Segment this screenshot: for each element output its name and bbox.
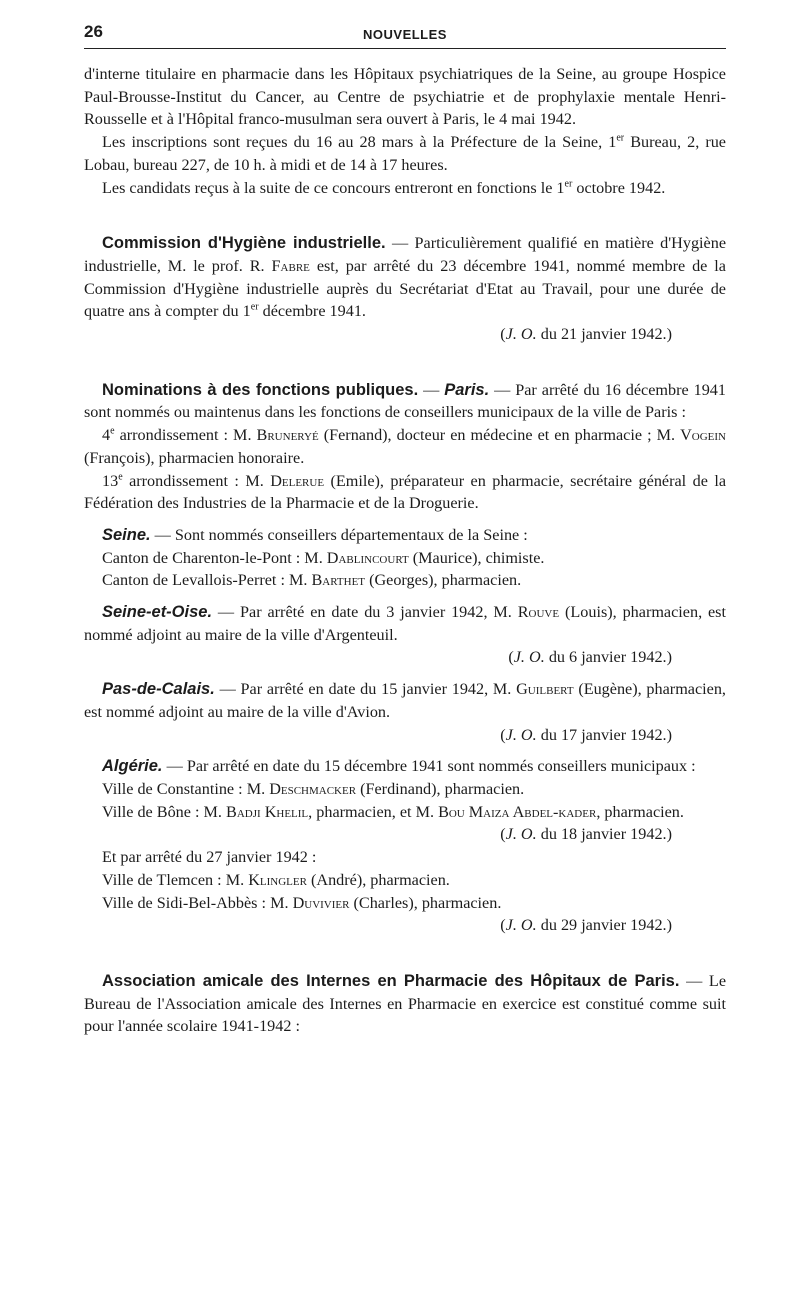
nominations-heading: Nominations à des fonctions publiques. <box>102 380 419 399</box>
page-number: 26 <box>84 22 103 41</box>
seine-oise-section: Seine-et-Oise. — Par arrêté en date du 3 janvier 1942, M. Rouve (Louis), pharmacien, est nommé adjoint au maire de la ville d'Argenteuil. <box>84 603 726 644</box>
hygiene-section: Commission d'Hygiène industrielle. — Particulièrement qualifié en matière d'Hygiène industrielle, M. le prof. R. Fabre est, par arrêté du 23 décembre 1941, nommé membre de la Commission d'Hygiène industrielle auprès du Secrétariat d'Etat au Travail, pour une durée de quatre ans à compter du 1er décembre 1941. <box>84 234 727 321</box>
intro-paragraph-1: d'interne titulaire en pharmacie dans les Hôpitaux psychiatriques de la Seine, au groupe Hospice Paul-Brousse-Institut du Cancer, au Centre de psychiatrie et de prophylaxie mentale Henri-Rousselle et à l'Hôpital franco-musulman sera ouvert à Paris, le 4 mai 1942. <box>84 65 726 129</box>
algerie-arrete-2: Et par arrêté du 27 janvier 1942 : <box>102 848 317 867</box>
hygiene-heading: Commission d'Hygiène industrielle. <box>102 234 386 253</box>
seine-line-2: Canton de Levallois-Perret : M. Barthet (Georges), pharmacien. <box>102 571 522 590</box>
seine-section: Seine. — Sont nommés conseillers départementaux de la Seine : <box>102 525 528 544</box>
seine-oise-citation: (J. O. du 6 janvier 1942.) <box>508 648 672 667</box>
hygiene-citation: (J. O. du 21 janvier 1942.) <box>500 325 672 344</box>
algerie-citation-2: (J. O. du 29 janvier 1942.) <box>500 916 672 935</box>
page <box>84 18 726 1038</box>
algerie-line-4: Ville de Sidi-Bel-Abbès : M. Duvivier (Charles), pharmacien. <box>102 893 502 912</box>
algerie-citation-1: (J. O. du 18 janvier 1942.) <box>500 825 672 844</box>
intro-paragraph-2: Les inscriptions sont reçues du 16 au 28 mars à la Préfecture de la Seine, 1er Bureau, 2, rue Lobau, bureau 227, de 10 h. à midi et de 14 à 17 heures. <box>84 132 726 174</box>
association-heading: Association amicale des Internes en Pharmacie des Hôpitaux de Paris. <box>102 971 680 990</box>
seine-heading: Seine. <box>102 525 151 544</box>
intro-paragraph-3: Les candidats reçus à la suite de ce concours entreront en fonctions le 1er octobre 1942. <box>102 178 666 197</box>
pas-de-calais-heading: Pas-de-Calais. <box>102 680 215 699</box>
page-header <box>84 18 726 49</box>
algerie-heading: Algérie. <box>102 757 163 776</box>
algerie-section: Algérie. — Par arrêté en date du 15 décembre 1941 sont nommés conseillers municipaux : <box>102 757 696 776</box>
pas-de-calais-citation: (J. O. du 17 janvier 1942.) <box>500 725 672 744</box>
seine-line-1: Canton de Charenton-le-Pont : M. Dablincourt (Maurice), chimiste. <box>102 548 545 567</box>
running-title: NOUVELLES <box>363 27 447 42</box>
nominations-section: Nominations à des fonctions publiques. — Paris. — Par arrêté du 16 décembre 1941 sont nommés ou maintenus dans les fonctions de conseillers municipaux de la ville de Paris : <box>84 380 726 422</box>
algerie-line-1: Ville de Constantine : M. Deschmacker (Ferdinand), pharmacien. <box>102 779 525 798</box>
seine-oise-heading: Seine-et-Oise. <box>102 603 213 622</box>
nominations-arr-4: 4e arrondissement : M. Bruneryé (Fernand), docteur en médecine et en pharmacie ; M. Vogein (François), pharmacien honoraire. <box>84 425 726 467</box>
nominations-arr-13: 13e arrondissement : M. Delerue (Emile), préparateur en pharmacie, secrétaire général de la Fédération des Industries de la Pharmacie et de la Droguerie. <box>84 471 726 513</box>
algerie-line-3: Ville de Tlemcen : M. Klingler (André), pharmacien. <box>102 870 450 889</box>
pas-de-calais-section: Pas-de-Calais. — Par arrêté en date du 15 janvier 1942, M. Guilbert (Eugène), pharmacien, est nommé adjoint au maire de la ville d'Avion. <box>84 680 726 721</box>
algerie-line-2: Ville de Bône : M. Badji Khelil, pharmacien, et M. Bou Maiza Abdel-kader, pharmacien. <box>102 802 684 821</box>
association-section: Association amicale des Internes en Pharmacie des Hôpitaux de Paris. — Le Bureau de l'Association amicale des Internes en Pharmacie en exercice est constitué comme suit pour l'année scolaire 1941-1942 : <box>84 971 727 1036</box>
